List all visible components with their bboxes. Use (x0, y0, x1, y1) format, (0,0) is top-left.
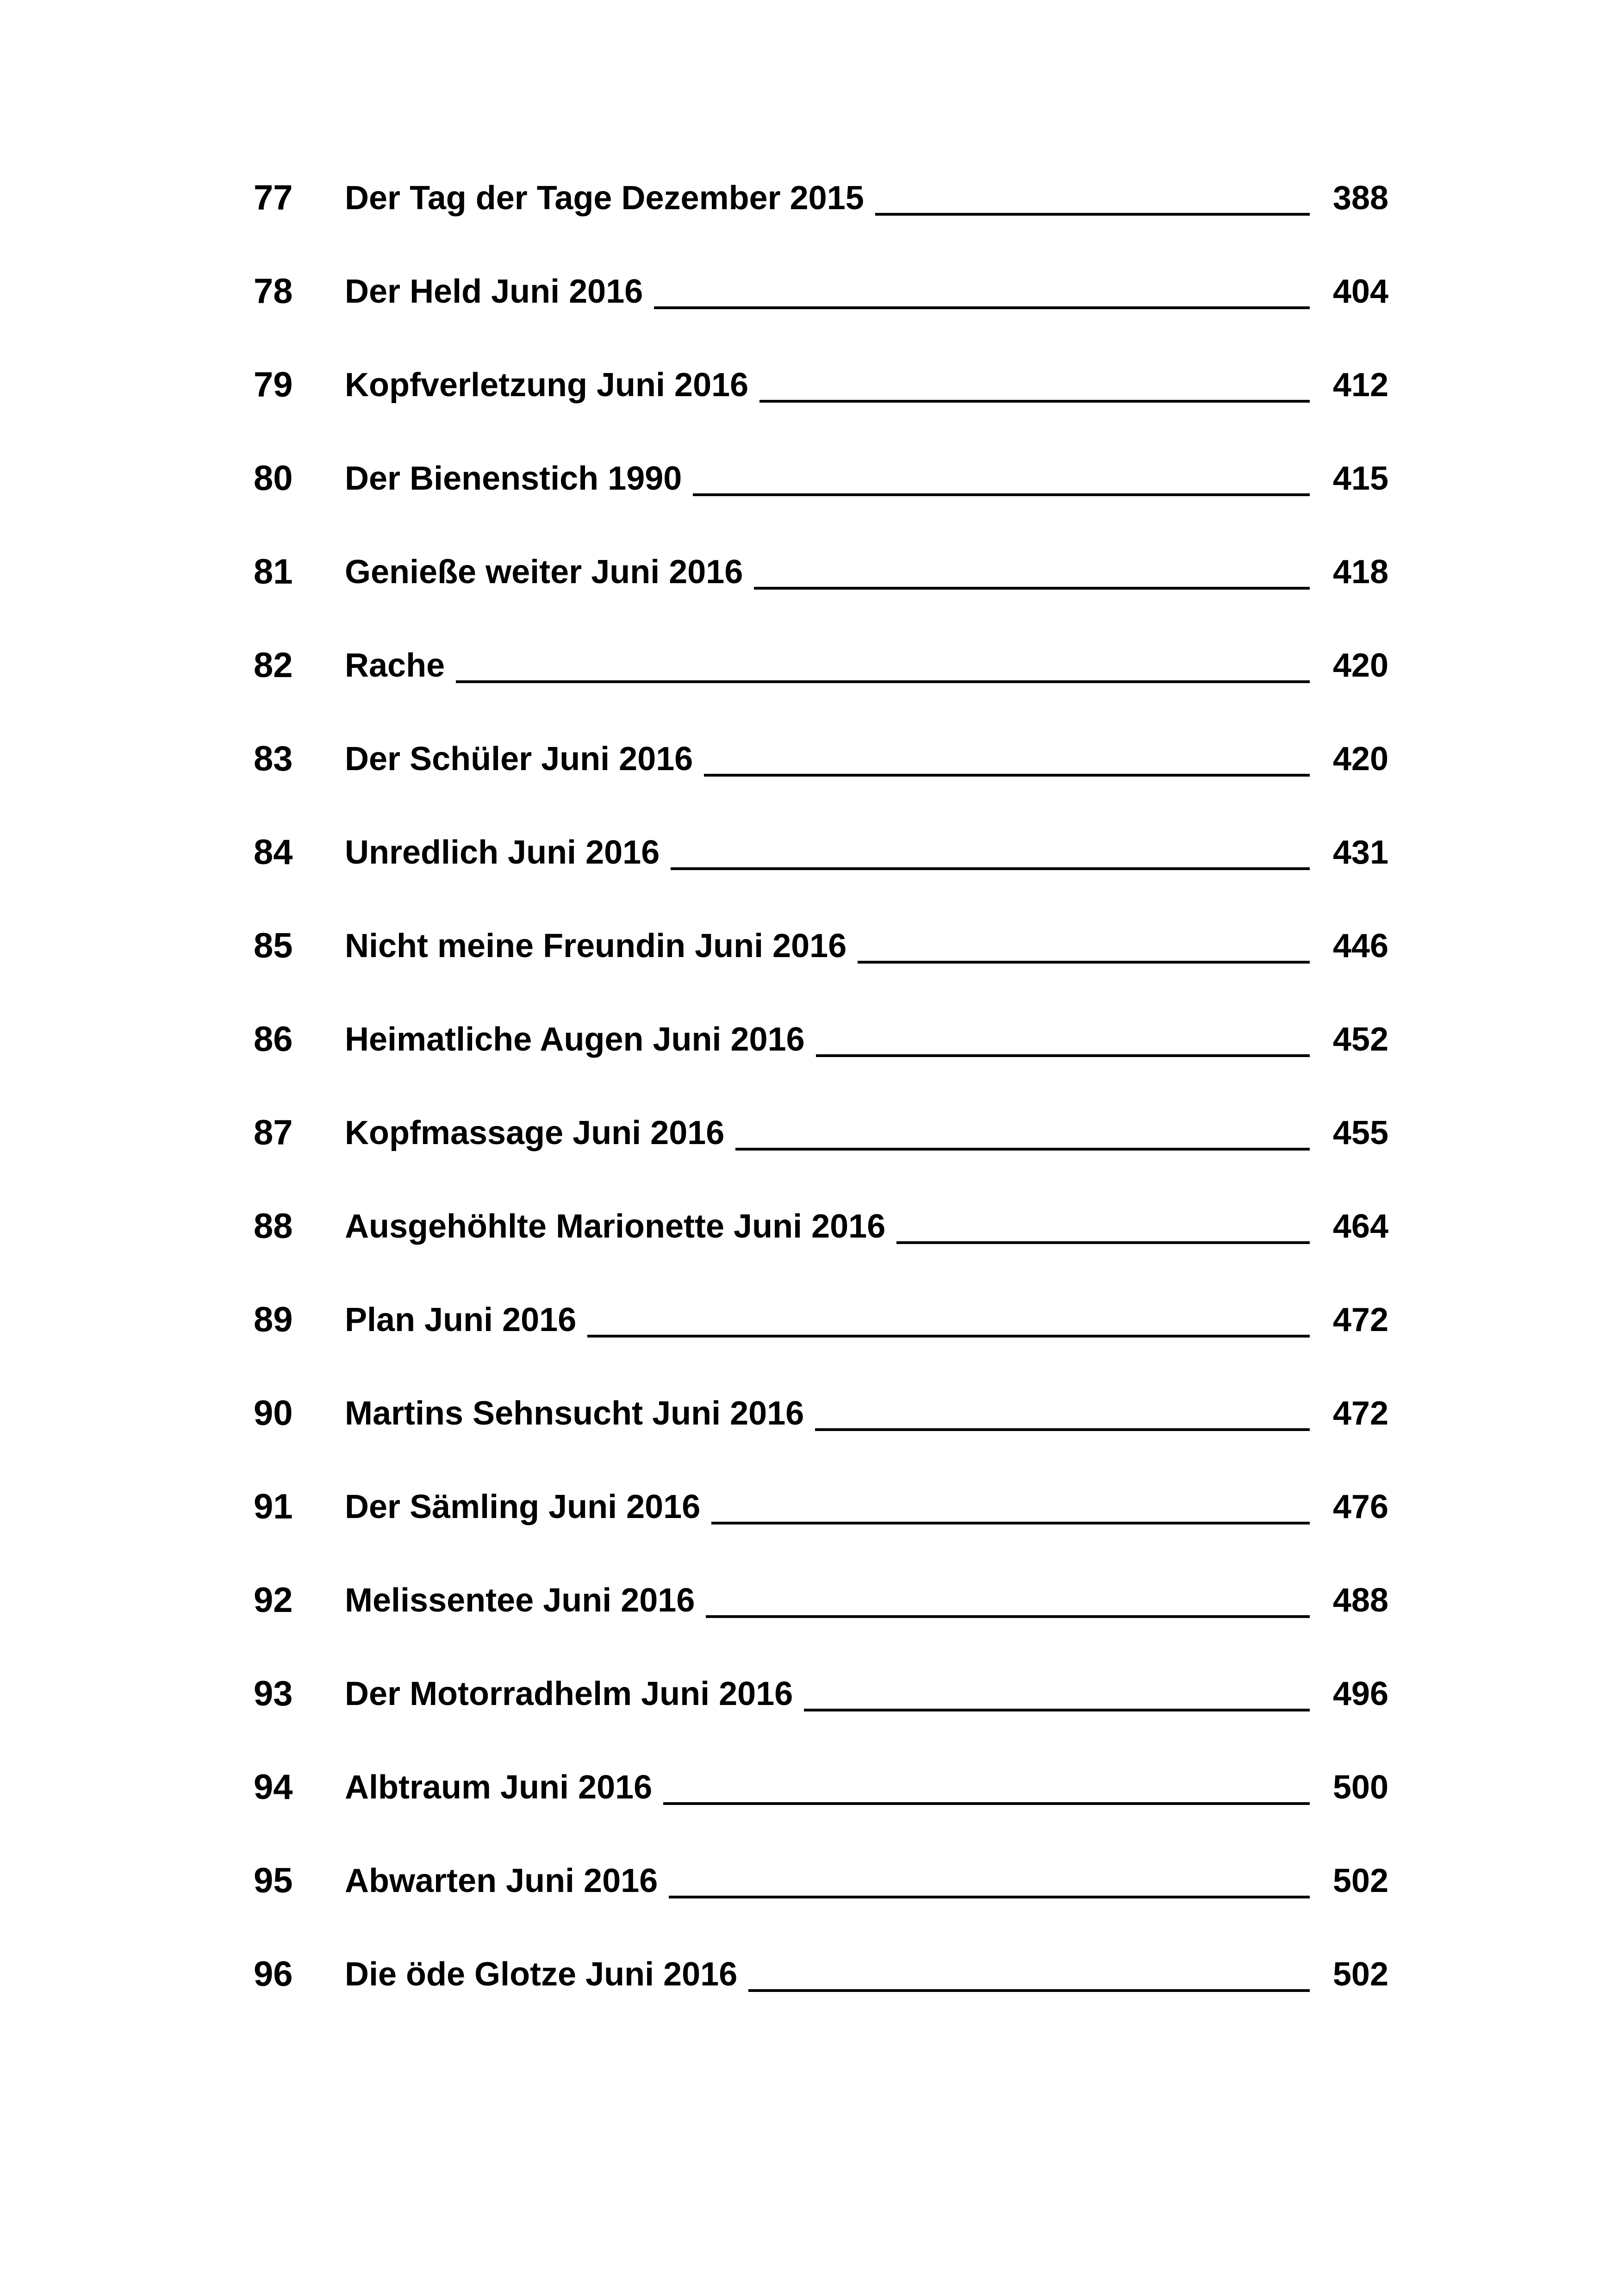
toc-entry-number: 93 (254, 1674, 293, 1713)
toc-entry-number: 92 (254, 1580, 293, 1620)
toc-entry (0, 544, 1618, 600)
toc-entry-page: 404 (1332, 273, 1388, 310)
toc-leader-line (693, 451, 1310, 496)
toc-entry (0, 1666, 1618, 1722)
toc-entry-number: 81 (254, 552, 293, 591)
toc-entry-number: 95 (254, 1861, 293, 1900)
toc-leader-line (816, 1012, 1310, 1057)
toc-entry-number: 79 (254, 365, 293, 404)
toc-entry (0, 264, 1618, 319)
toc-leader-line (671, 825, 1310, 870)
toc-entry-number: 78 (254, 272, 293, 311)
toc-entry (0, 638, 1618, 693)
toc-entry-title: Kopfmassage Juni 2016 (345, 1114, 725, 1151)
toc-entry (0, 1199, 1618, 1254)
toc-entry-page: 388 (1332, 180, 1388, 217)
toc-entry-number: 80 (254, 459, 293, 498)
toc-entry-title: Martins Sehnsucht Juni 2016 (345, 1395, 804, 1432)
toc-entry-title: Genieße weiter Juni 2016 (345, 554, 743, 591)
toc-entry (0, 1573, 1618, 1628)
toc-entry-page: 418 (1332, 554, 1388, 591)
toc-entry-page: 420 (1332, 740, 1388, 778)
toc-entry-number: 94 (254, 1767, 293, 1807)
toc-leader-line (587, 1292, 1310, 1338)
toc-entry-number: 96 (254, 1954, 293, 1994)
toc-entry-number: 91 (254, 1487, 293, 1526)
toc-entry-title: Der Schüler Juni 2016 (345, 740, 693, 778)
toc-entry (0, 825, 1618, 880)
toc-entry-title: Der Sämling Juni 2016 (345, 1488, 701, 1525)
toc-entry-page: 446 (1332, 927, 1388, 964)
toc-entry-number: 84 (254, 833, 293, 872)
toc-entry-title: Plan Juni 2016 (345, 1301, 577, 1338)
toc-leader-line (704, 731, 1310, 777)
toc-entry-number: 87 (254, 1113, 293, 1152)
toc-entry-page: 415 (1332, 460, 1388, 497)
toc-entry (0, 1012, 1618, 1067)
toc-entry-page: 431 (1332, 834, 1388, 871)
toc-entry (0, 1105, 1618, 1161)
toc-leader-line (896, 1199, 1310, 1244)
toc-entry-page: 455 (1332, 1114, 1388, 1151)
toc-leader-line (748, 1947, 1310, 1992)
toc-entry-number: 89 (254, 1300, 293, 1339)
toc-leader-line (858, 918, 1310, 964)
toc-entry-title: Der Motorradhelm Juni 2016 (345, 1675, 793, 1712)
toc-entry (0, 1760, 1618, 1815)
toc-leader-line (669, 1853, 1310, 1898)
toc-leader-line (804, 1666, 1310, 1711)
toc-entry-number: 77 (254, 178, 293, 218)
toc-entry-title: Der Bienenstich 1990 (345, 460, 682, 497)
toc-entry-page: 502 (1332, 1956, 1388, 1993)
toc-entry-page: 452 (1332, 1021, 1388, 1058)
toc-leader-line (663, 1760, 1310, 1805)
toc-entry (0, 357, 1618, 413)
toc-leader-line (654, 264, 1310, 309)
toc-entry-title: Albtraum Juni 2016 (345, 1769, 653, 1806)
toc-entry-page: 472 (1332, 1395, 1388, 1432)
toc-entry-page: 488 (1332, 1582, 1388, 1619)
toc-entry-title: Melissentee Juni 2016 (345, 1582, 695, 1619)
toc-entry (0, 1947, 1618, 2002)
toc-leader-line (706, 1573, 1310, 1618)
toc-entry (0, 1479, 1618, 1535)
toc-entry-title: Ausgehöhlte Marionette Juni 2016 (345, 1208, 886, 1245)
toc-entry-title: Der Tag der Tage Dezember 2015 (345, 180, 864, 217)
toc-entry-number: 90 (254, 1394, 293, 1433)
toc-entry-title: Kopfverletzung Juni 2016 (345, 367, 749, 404)
toc-entry-page: 476 (1332, 1488, 1388, 1525)
toc-leader-line (711, 1479, 1310, 1524)
toc-entry (0, 170, 1618, 226)
toc-entry-title: Die öde Glotze Juni 2016 (345, 1956, 738, 1993)
toc-entry-page: 420 (1332, 647, 1388, 684)
toc-entry-title: Rache (345, 647, 445, 684)
toc-entry-number: 83 (254, 739, 293, 778)
toc-entry (0, 1853, 1618, 1909)
toc-entry (0, 1386, 1618, 1441)
toc-entry-page: 472 (1332, 1301, 1388, 1338)
toc-entry-title: Der Held Juni 2016 (345, 273, 643, 310)
toc-entry-number: 85 (254, 926, 293, 965)
toc-entry-number: 88 (254, 1207, 293, 1246)
toc-entry-page: 500 (1332, 1769, 1388, 1806)
toc-entry-number: 82 (254, 646, 293, 685)
toc-entry-title: Unredlich Juni 2016 (345, 834, 660, 871)
toc-entry-page: 412 (1332, 367, 1388, 404)
toc-leader-line (456, 638, 1310, 683)
toc-leader-line (815, 1386, 1310, 1431)
toc-entry-title: Abwarten Juni 2016 (345, 1862, 658, 1899)
toc-entry (0, 731, 1618, 787)
toc-entry (0, 1292, 1618, 1348)
toc-entry-page: 496 (1332, 1675, 1388, 1712)
toc-leader-line (875, 170, 1310, 216)
toc-entry (0, 451, 1618, 506)
toc-leader-line (754, 544, 1310, 590)
toc-entry-title: Heimatliche Augen Juni 2016 (345, 1021, 805, 1058)
toc-entry (0, 918, 1618, 974)
toc-entry-page: 502 (1332, 1862, 1388, 1899)
toc-leader-line (759, 357, 1310, 403)
toc-leader-line (735, 1105, 1310, 1151)
toc-entry-number: 86 (254, 1020, 293, 1059)
toc-entry-title: Nicht meine Freundin Juni 2016 (345, 927, 847, 964)
toc-entry-page: 464 (1332, 1208, 1388, 1245)
